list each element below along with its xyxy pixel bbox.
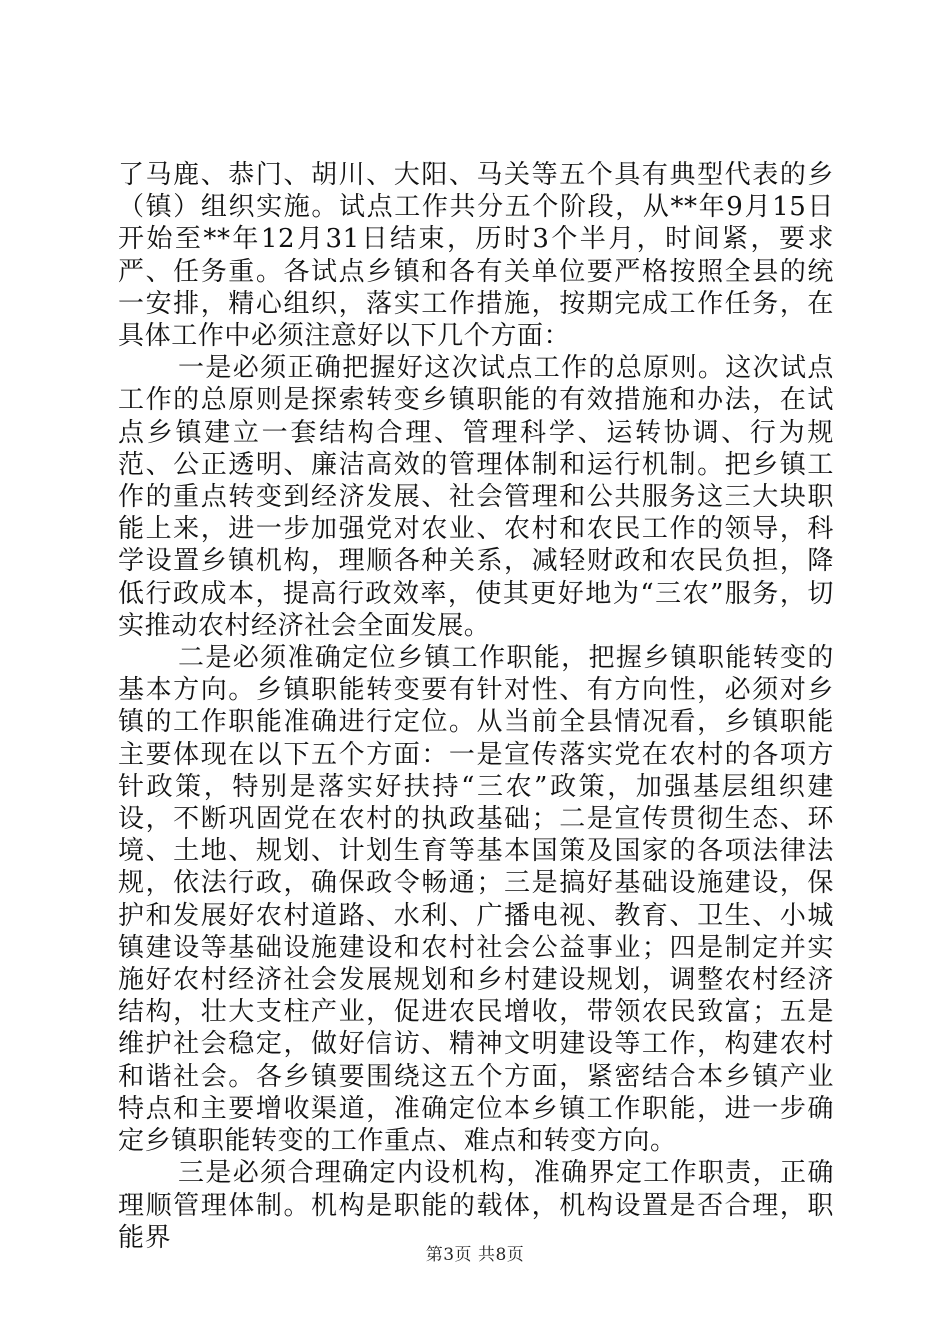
paragraph-1: 了马鹿、恭门、胡川、大阳、马关等五个具有典型代表的乡（镇）组织实施。试点工作共分五个阶段，从**年9月15日开始至**年12月31日结束，历时3个半月，时间紧，要求严、任务重。各试点乡镇和各有关单位要严格按照全县的统一安排，精心组织，落实工作措施，按期完成工作任务，在具体工作中必须注意好以下几个方面： [118,160,834,352]
page-number-label: 第3页 共8页 [425,1245,525,1265]
paragraph-2: 一是必须正确把握好这次试点工作的总原则。这次试点工作的总原则是探索转变乡镇职能的有效措施和办法，在试点乡镇建立一套结构合理、管理科学、运转协调、行为规范、公正透明、廉洁高效的管理体制和运行机制。把乡镇工作的重点转变到经济发展、社会管理和公共服务这三大块职能上来，进一步加强党对农业、农村和农民工作的领导，科学设置乡镇机构，理顺各种关系，减轻财政和农民负担，降低行政成本，提高行政效率，使其更好地为“三农”服务，切实推动农村经济社会全面发展。 [118,353,834,641]
page-footer [0,1244,950,1266]
document-body [118,159,834,1254]
paragraph-4: 三是必须合理确定内设机构，准确界定工作职责，正确理顺管理体制。机构是职能的载体，机构设置是否合理，职能界 [118,1158,834,1253]
paragraph-3: 二是必须准确定位乡镇工作职能，把握乡镇职能转变的基本方向。乡镇职能转变要有针对性、有方向性，必须对乡镇的工作职能准确进行定位。从当前全县情况看，乡镇职能主要体现在以下五个方面：一是宣传落实党在农村的各项方针政策，特别是落实好扶持“三农”政策，加强基层组织建设，不断巩固党在农村的执政基础；二是宣传贯彻生态、环境、土地、规划、计划生育等基本国策及国家的各项法律法规，依法行政，确保政令畅通；三是搞好基础设施建设，保护和发展好农村道路、水利、广播电视、教育、卫生、小城镇建设等基础设施建设和农村社会公益事业；四是制定并实施好农村经济社会发展规划和乡村建设规划，调整农村经济结构，壮大支柱产业，促进农民增收，带领农民致富；五是维护社会稳定，做好信访、精神文明建设等工作，构建农村和谐社会。各乡镇要围绕这五个方面，紧密结合本乡镇产业特点和主要增收渠道，准确定位本乡镇工作职能，进一步确定乡镇职能转变的工作重点、难点和转变方向。 [118,643,834,1157]
